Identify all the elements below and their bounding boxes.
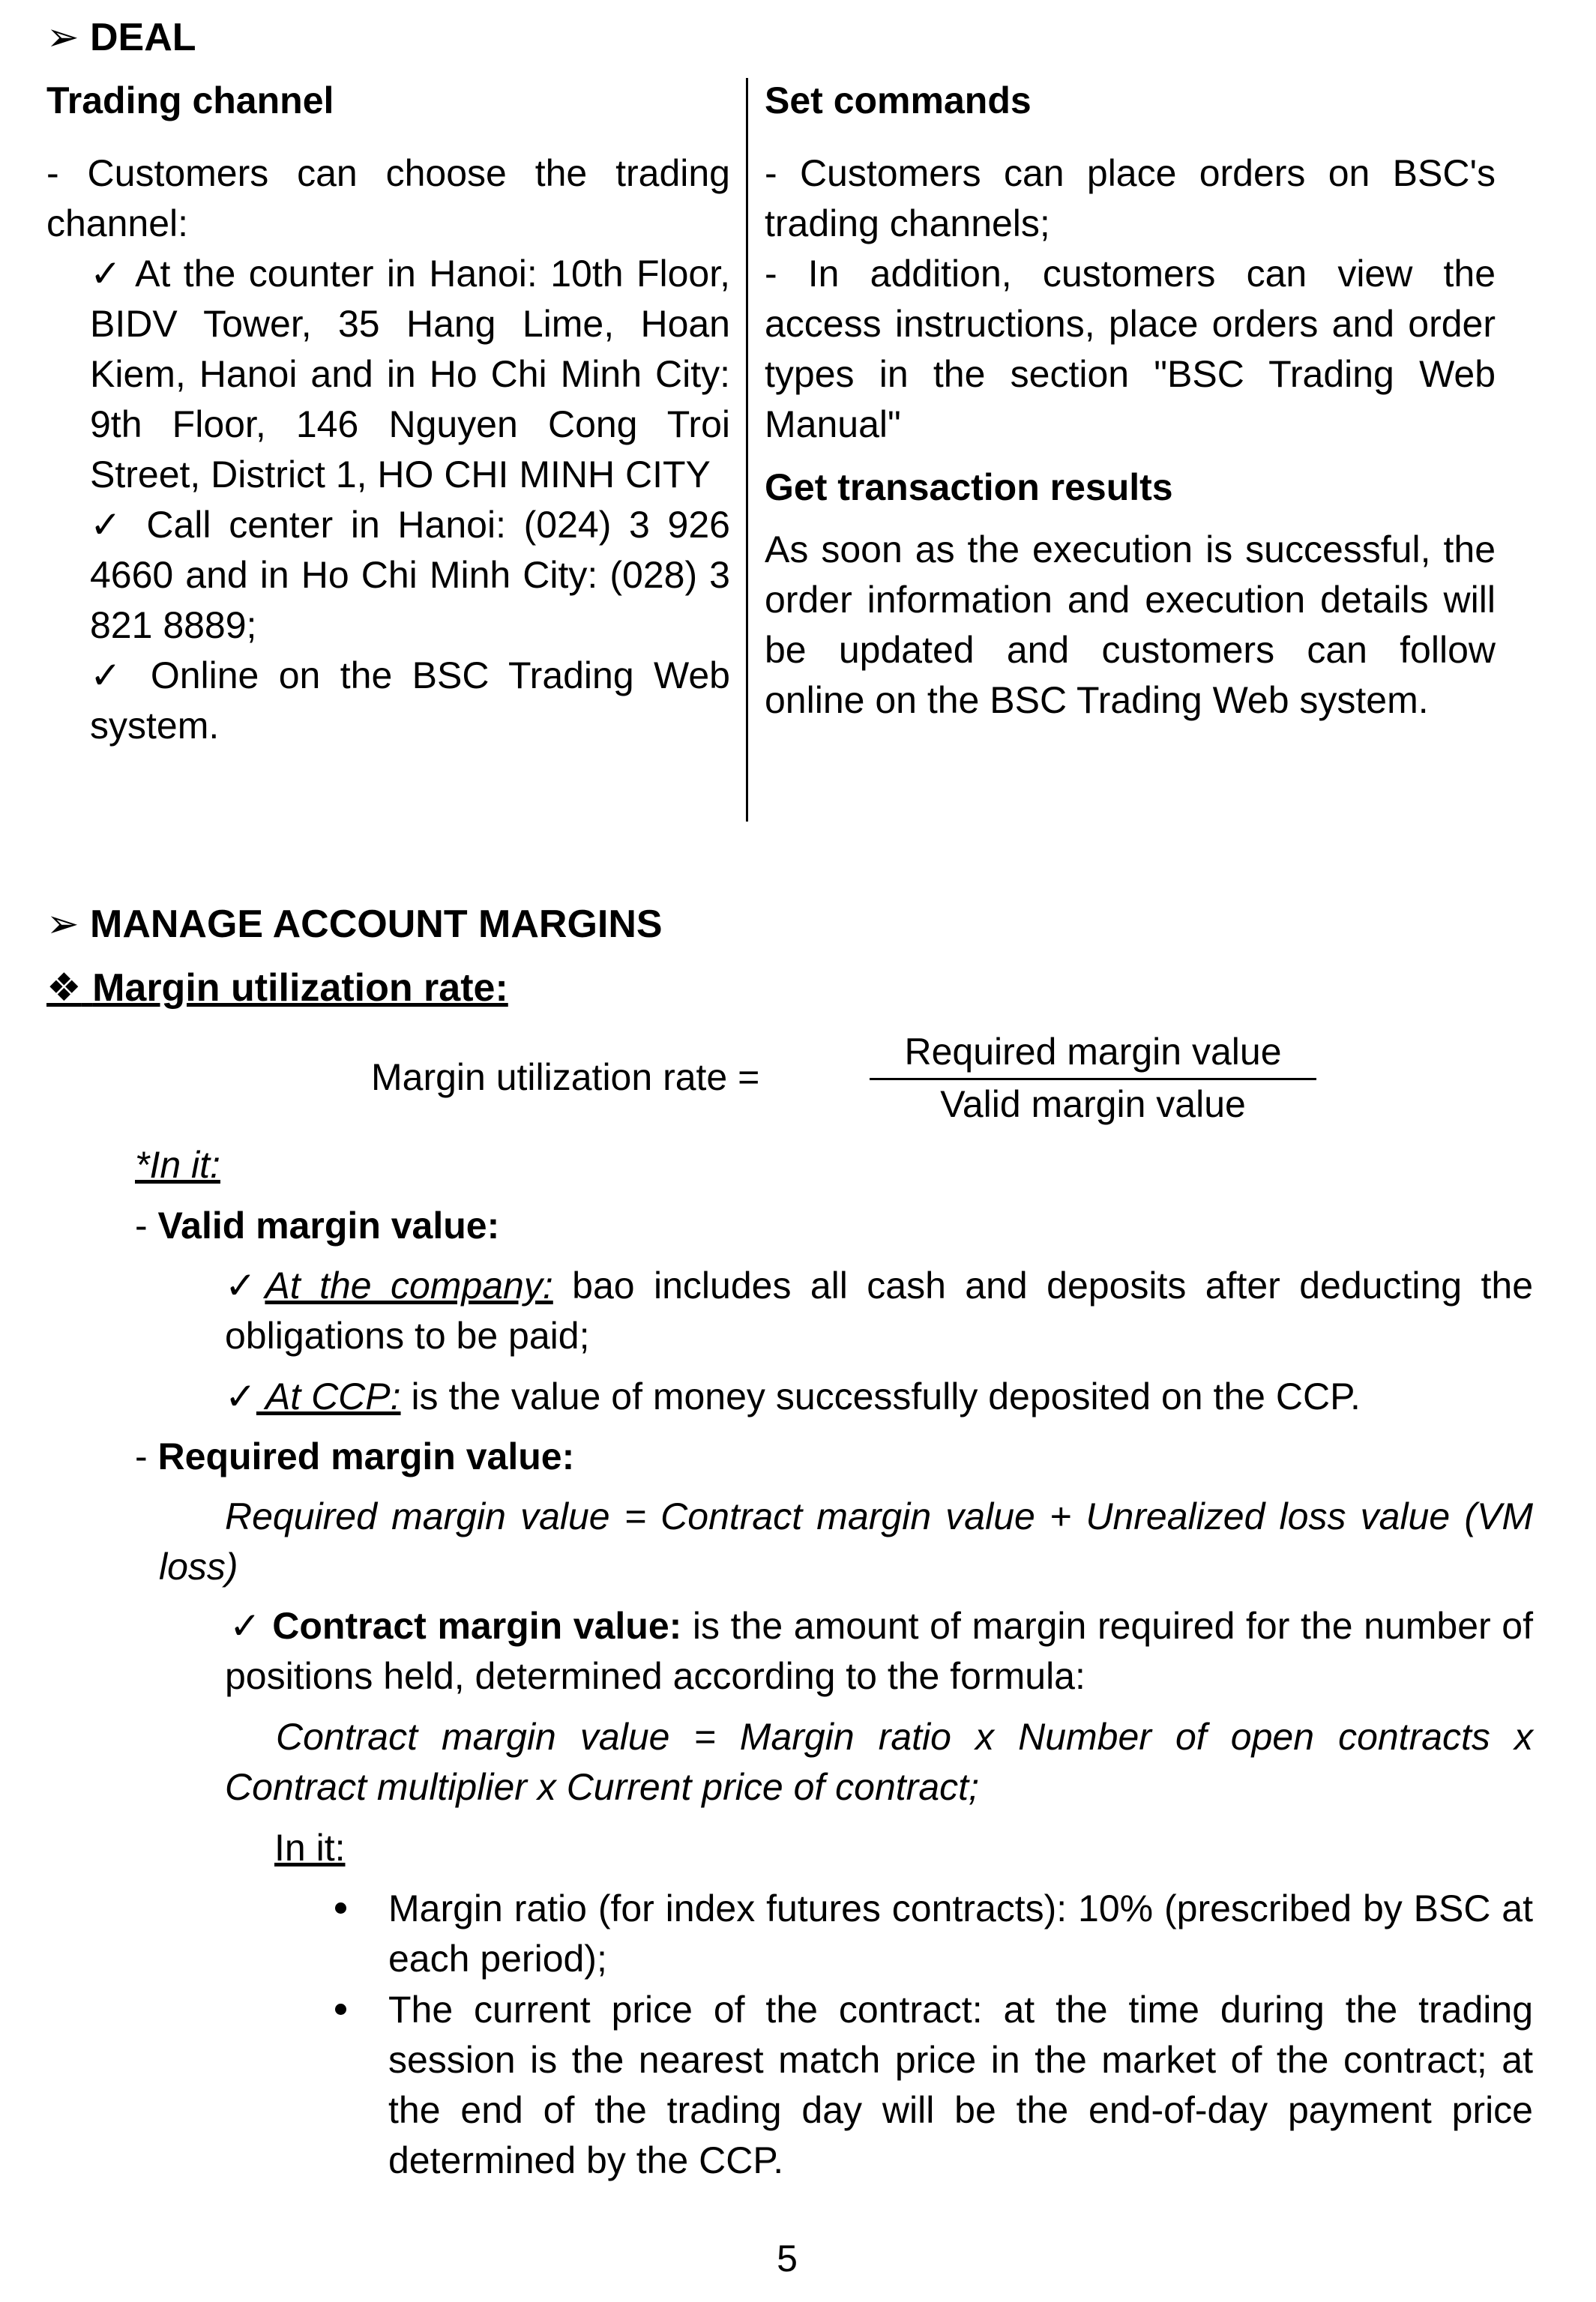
formula-denominator: Valid margin value	[940, 1083, 1246, 1125]
arrow-icon: ➢	[46, 903, 79, 946]
check-icon: ✓	[90, 504, 129, 546]
channel-item-counter: ✓ At the counter in Hanoi: 10th Floor, BIDV Tower, 35 Hang Lime, Hoan Kiem, Hanoi and in Ho Chi Minh City: 9th Floor, 146 Nguyen Cong Troi Street, District 1, HO CHI MINH CITY	[90, 253, 730, 495]
in-it-label: *In it:	[135, 1144, 220, 1186]
set-commands-column	[765, 78, 1496, 726]
trading-channel-list	[46, 249, 730, 751]
formula-numerator: Required margin value	[904, 1031, 1282, 1073]
margins-heading	[46, 902, 663, 947]
valid-margin-company: ✓At the company: bao includes all cash and deposits after deducting the obligations to be paid;	[225, 1265, 1533, 1357]
required-margin-formula: Required margin value = Contract margin value + Unrealized loss value (VM loss)	[159, 1495, 1533, 1588]
channel-item-online: ✓ Online on the BSC Trading Web system.	[90, 654, 730, 747]
set-commands-para2: - In addition, customers can view the access instructions, place orders and order types in the section "BSC Trading Web Manual"	[765, 253, 1496, 445]
margin-utilization-subtitle: ❖ Margin utilization rate:	[46, 966, 508, 1010]
bullet-icon	[335, 1902, 346, 1914]
check-icon: ✓	[90, 654, 131, 696]
required-margin-heading: - Required margin value:	[135, 1435, 575, 1477]
formula-lhs: Margin utilization rate =	[371, 1056, 760, 1098]
check-icon: ✓	[90, 253, 124, 295]
set-commands-para1: - Customers can place orders on BSC's trading channels;	[765, 152, 1496, 244]
contract-margin-item: ✓ Contract margin value: is the amount of margin required for the number of positions held, determined according to the formula:	[225, 1605, 1533, 1697]
margins-title: MANAGE ACCOUNT MARGINS	[90, 903, 663, 946]
deal-heading	[46, 15, 196, 60]
trading-channel-column	[46, 78, 730, 751]
diamond-bullet-icon: ❖	[46, 966, 82, 1010]
check-icon: ✓	[229, 1605, 262, 1647]
channel-item-call-center: ✓ Call center in Hanoi: (024) 3 926 4660 and in Ho Chi Minh City: (028) 3 821 8889;	[90, 504, 730, 646]
bullet-margin-ratio: Margin ratio (for index futures contracts): 10% (prescribed by BSC at each period);	[388, 1887, 1533, 1980]
check-icon: ✓	[225, 1265, 265, 1307]
valid-margin-heading: - Valid margin value:	[135, 1205, 500, 1247]
column-divider	[746, 78, 748, 822]
transaction-results-para: As soon as the execution is successful, the order information and execution details will be updated and customers can follow online on the BSC Trading Web system.	[765, 528, 1496, 721]
bullet-icon	[335, 2004, 346, 2015]
deal-title: DEAL	[90, 16, 196, 59]
transaction-results-heading: Get transaction results	[765, 466, 1173, 508]
page-number: 5	[777, 2238, 798, 2280]
arrow-icon: ➢	[46, 16, 79, 59]
trading-channel-intro: - Customers can choose the trading channel:	[46, 152, 730, 244]
in-it-sub-label: In it:	[274, 1827, 346, 1869]
valid-margin-ccp: ✓ At CCP: is the value of money successfully deposited on the CCP.	[225, 1376, 1361, 1417]
set-commands-heading: Set commands	[765, 79, 1032, 121]
trading-channel-heading: Trading channel	[46, 79, 334, 121]
bullet-current-price: The current price of the contract: at the time during the trading session is the nearest match price in the market of the contract; at the end of the trading day will be the end-of-day payment price determined by the CCP.	[388, 1989, 1533, 2181]
contract-margin-formula: Contract margin value = Margin ratio x Number of open contracts x Contract multiplier x Current price of contract;	[225, 1716, 1533, 1808]
check-icon: ✓	[225, 1376, 256, 1417]
